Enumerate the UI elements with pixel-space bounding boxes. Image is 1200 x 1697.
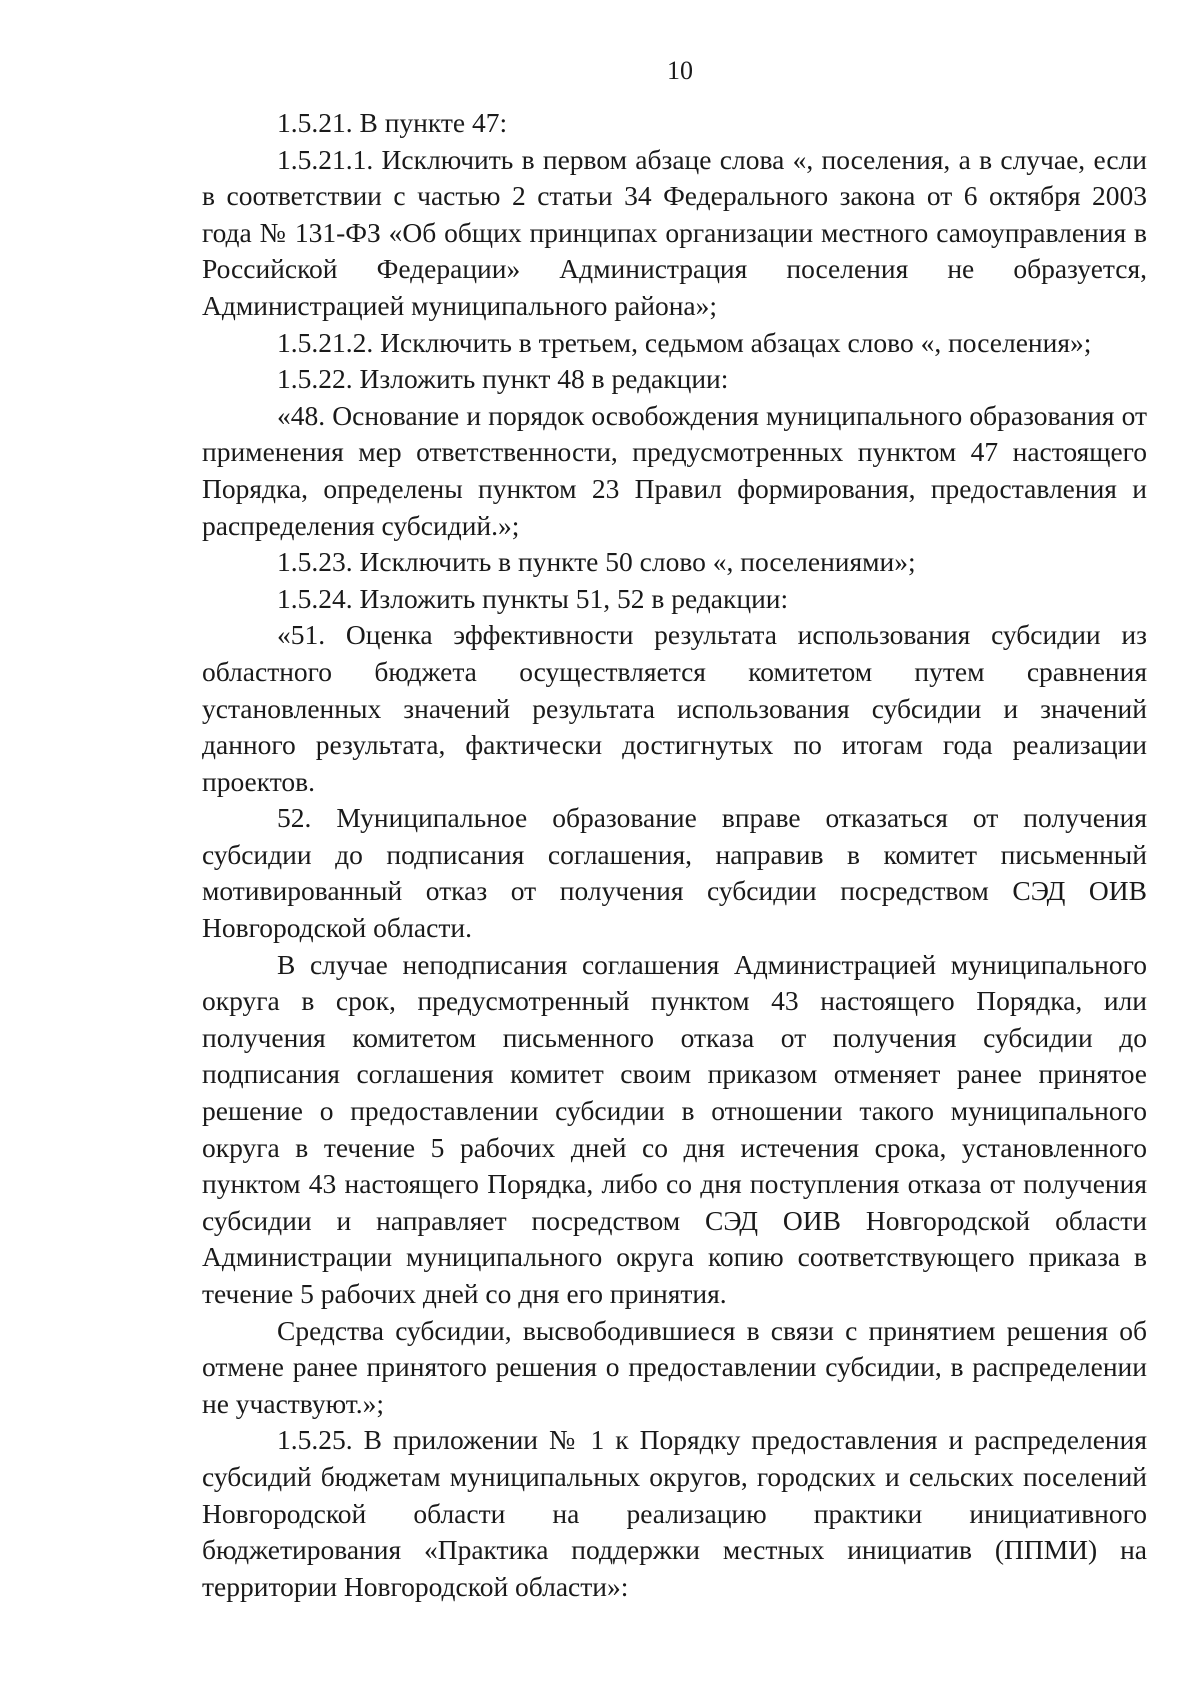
paragraph-1-5-23: 1.5.23. Исключить в пункте 50 слово «, поселениями»; (277, 546, 916, 578)
paragraph-1-5-25: 1.5.25. В приложении № 1 к Порядку предоставления и распределения субсидий бюджетам муниципальных округов, городских и сельских поселений Новгородской области на реализацию практики инициативного бюджетирования «Практика поддержки местных инициатив (ППМИ) на территории Новгородской области»: (202, 1424, 1147, 1602)
paragraph-1-5-21: 1.5.21. В пункте 47: (277, 107, 508, 138)
paragraph-clause-48: «48. Основание и порядок освобождения муниципального образования от применения мер ответственности, предусмотренных пунктом 47 настоящего Порядка, определены пунктом 23 Правил формирования, предоставления и распределения субсидий.»; (202, 399, 1147, 541)
paragraph-1-5-22: 1.5.22. Изложить пункт 48 в редакции: (277, 363, 729, 395)
paragraph-1-5-21-1: 1.5.21.1. Исключить в первом абзаце слова «, поселения, а в случае, если в соответствии с частью 2 статьи 34 Федерального закона от 6 октября 2003 года № 131-ФЗ «Об общих принципах организации местного самоуправления в Российской Федерации» Администрация поселения не образуется, Администрацией муниципального района»; (202, 143, 1147, 321)
paragraph-1-5-21-2: 1.5.21.2. Исключить в третьем, седьмом абзацах слово «, поселения»; (277, 326, 1092, 358)
paragraph-clause-51: «51. Оценка эффективности результата использования субсидии из областного бюджета осуществляется комитетом путем сравнения установленных значений результата использования субсидии и значений данного результата, фактически достигнутых по итогам года реализации проектов. (202, 619, 1147, 797)
document-body (202, 105, 1147, 1605)
paragraph-clause-52: 52. Муниципальное образование вправе отказаться от получения субсидии до подписания соглашения, направив в комитет письменный мотивированный отказ от получения субсидии посредством СЭД ОИВ Новгородской области. (202, 802, 1147, 944)
paragraph-1-5-24: 1.5.24. Изложить пункты 51, 52 в редакции: (277, 582, 789, 614)
paragraph-clause-52-funds: Средства субсидии, высвободившиеся в связи с принятием решения об отмене ранее принятого решения о предоставлении субсидии, в распределении не участвуют.»; (202, 1314, 1147, 1419)
page-number: 10 (667, 56, 693, 85)
paragraph-clause-52-unsigned: В случае неподписания соглашения Администрацией муниципального округа в срок, предусмотренный пунктом 43 настоящего Порядка, или получения комитетом письменного отказа от получения субсидии до подписания соглашения комитет своим приказом отменяет ранее принятое решение о предоставлении субсидии в отношении такого муниципального округа в течение 5 рабочих дней со дня истечения срока, установленного пунктом 43 настоящего Порядка, либо со дня поступления отказа от получения субсидии и направляет посредством СЭД ОИВ Новгородской области Администрации муниципального округа копию соответствующего приказа в течение 5 рабочих дней со дня его принятия. (202, 948, 1147, 1309)
